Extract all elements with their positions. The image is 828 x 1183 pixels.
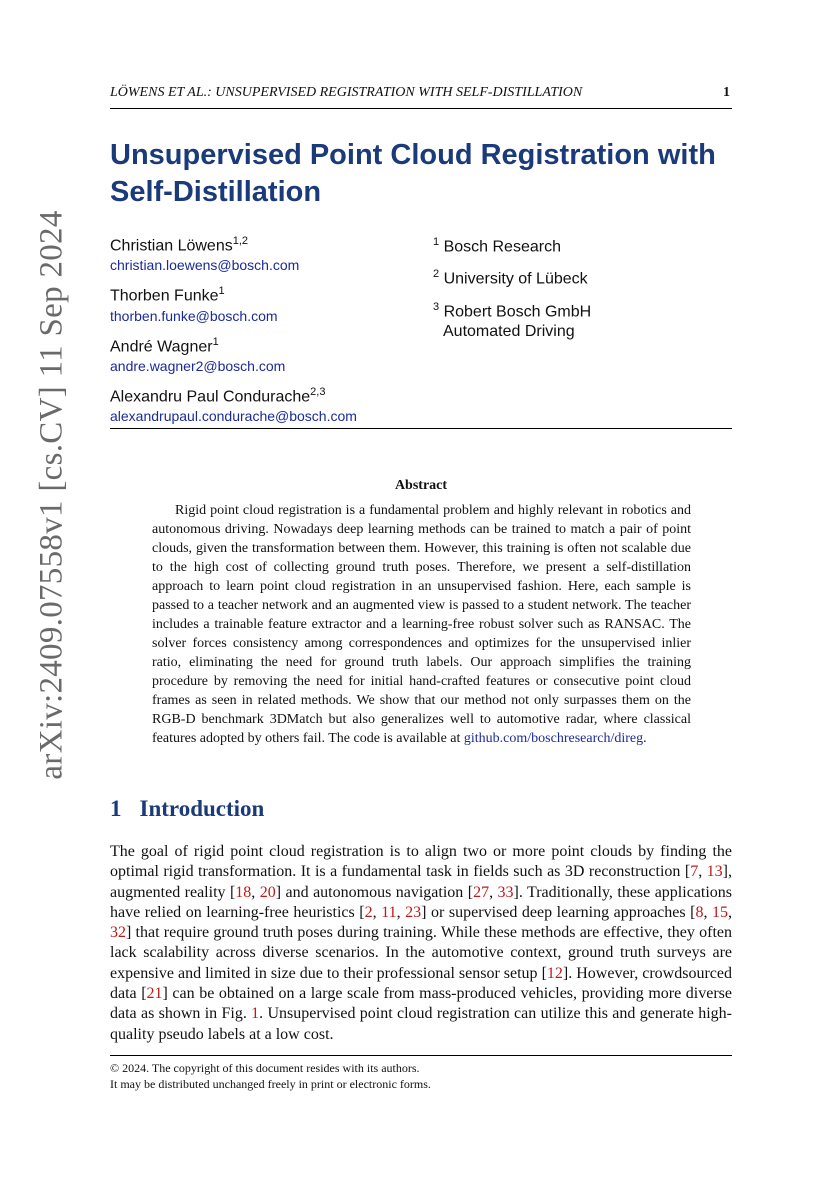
citation[interactable]: 32 <box>110 924 126 942</box>
citation[interactable]: 8 <box>695 903 704 921</box>
citation[interactable]: 12 <box>546 964 563 982</box>
citation[interactable]: 27 <box>473 883 490 901</box>
author-name: Alexandru Paul Condurache$^{2,3}$ <box>110 385 326 406</box>
distribution-line: It may be distributed unchanged freely in print or electronic forms. <box>110 1077 431 1091</box>
citation[interactable]: 11 <box>381 903 397 921</box>
affiliation: $^3$ Robert Bosch GmbH Automated Driving <box>433 300 592 340</box>
section-heading: 1 Introduction <box>110 796 265 821</box>
header-rule <box>110 108 732 109</box>
author-name: Thorben Funke$^1$ <box>110 285 225 305</box>
citation[interactable]: 15 <box>712 903 729 921</box>
page-number: 1 <box>723 85 730 100</box>
arxiv-identifier[interactable]: arXiv:2409.07558v1 [cs.CV] 11 Sep 2024 <box>33 210 70 780</box>
author-email[interactable]: thorben.funke@bosch.com <box>110 307 278 324</box>
code-link[interactable]: github.com/boschresearch/direg <box>463 731 644 746</box>
paper-title: Unsupervised Point Cloud Registration with Self-Distillation <box>110 139 716 208</box>
citation[interactable]: 20 <box>259 883 276 901</box>
abstract-heading: Abstract <box>394 478 448 493</box>
citation[interactable]: 33 <box>497 883 514 901</box>
footer-rule <box>110 1055 732 1056</box>
author-name: Christian Löwens$^{1,2}$ <box>110 235 249 255</box>
author-name: André Wagner$^1$ <box>110 335 219 355</box>
running-head <box>110 85 732 101</box>
author-list <box>110 231 430 432</box>
author-email[interactable]: christian.loewens@bosch.com <box>110 257 300 274</box>
title-block-rule <box>110 428 732 429</box>
copyright-line: © 2024. The copyright of this document resides with its authors. <box>110 1061 420 1075</box>
running-head-text: LÖWENS ET AL.: UNSUPERVISED REGISTRATION WITH SELF-DISTILLATION <box>110 85 583 100</box>
citation[interactable]: 23 <box>405 903 422 921</box>
intro-paragraph: The goal of rigid point cloud registration is to align two or more point clouds by finding the optimal rigid transformation. It is a fundamental task in fields such as 3D reconstruction [7, 13], augmented reality [18, 20] and autonomous navigation [27, 33]. Traditionally, these applications have relied on learning-free heuristics [2, 11, 23] or supervised deep learning approaches [8, 15, 32] that require ground truth poses during training. While these methods are effective, they often lack scalability across diverse scenarios. In the automotive context, ground truth surveys are expensive and limited in size due to their professional sensor setup [12]. However, crowdsourced data [21] can be obtained on a large scale from mass-produced vehicles, providing more diverse data as shown in Fig. 1. Unsupervised point cloud registration can utilize this and generate high-quality pseudo labels at a low cost. <box>110 843 733 1043</box>
citation[interactable]: 18 <box>235 883 252 901</box>
affiliation: $^2$ University of Lübeck <box>433 268 588 288</box>
author-email[interactable]: andre.wagner2@bosch.com <box>110 357 286 374</box>
citation[interactable]: 13 <box>706 863 723 881</box>
citation[interactable]: 2 <box>364 903 373 921</box>
affiliation-list <box>433 232 733 349</box>
copyright-footer <box>110 1060 732 1092</box>
affiliation: $^1$ Bosch Research <box>433 236 561 256</box>
citation[interactable]: 7 <box>690 863 699 881</box>
abstract-body: Rigid point cloud registration is a fundamental problem and highly relevant in robotics and autonomous driving. Nowadays deep learning methods can be trained to match a pair of point clouds, given the transformation between them. However, this training is often not scalable due to the high cost of collecting ground truth poses. Therefore, we present a self-distillation approach to learn point cloud registration in an unsupervised fashion. Here, each sample is passed to a teacher network and an augmented view is passed to a student network. The teacher includes a trainable feature extractor and a learning-free robust solver such as RANSAC. The solver forces consistency among correspondences and optimizes for the unsupervised inlier ratio, eliminating the need for ground truth labels. Our approach simplifies the training procedure by removing the need for initial hand-crafted features or consecutive point cloud frames as seen in related methods. We show that our method not only surpasses them on the RGB-D benchmark 3DMatch but also generalizes well to automotive radar, where classical features adopted by others fail. The code is available at github.com/boschresearch/direg. <box>152 503 691 746</box>
author-email[interactable]: alexandrupaul.condurache@bosch.com <box>110 408 357 425</box>
figure-reference[interactable]: 1 <box>251 1005 260 1023</box>
citation[interactable]: 21 <box>146 985 163 1003</box>
